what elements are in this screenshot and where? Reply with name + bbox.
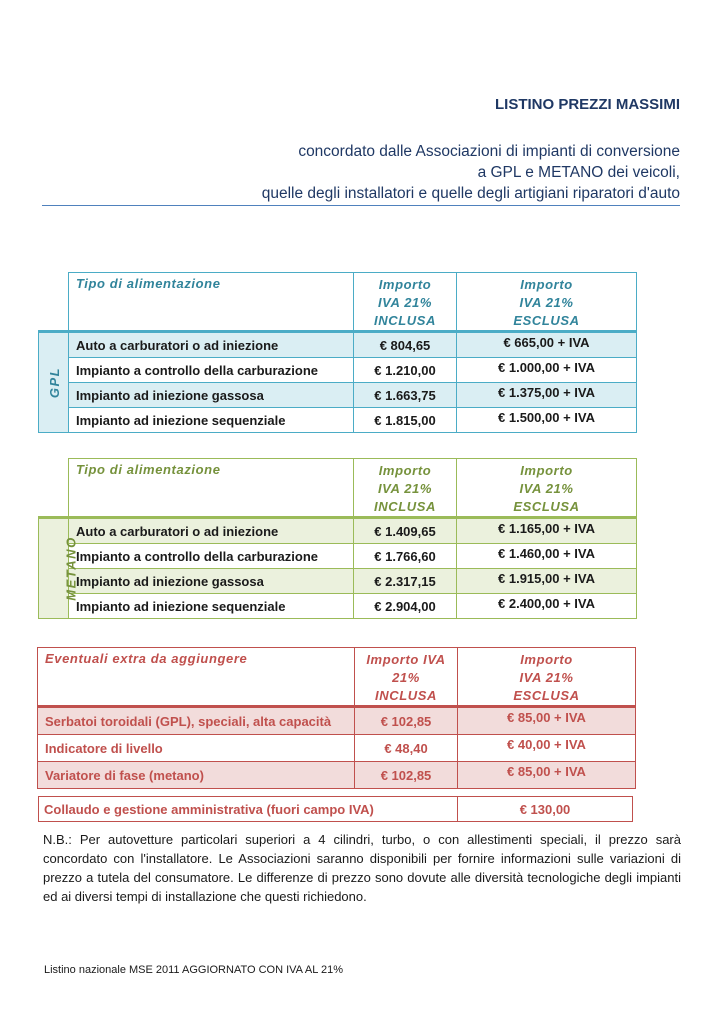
table-row bbox=[38, 707, 636, 735]
subtitle-line-2: a GPL e METANO dei veicoli, bbox=[477, 164, 680, 181]
metano-col-incl: Importo IVA 21% INCLUSA bbox=[354, 459, 457, 518]
extras-col-incl: Importo IVA 21% INCLUSA bbox=[355, 648, 458, 707]
row-price-escl: € 40,00 + IVA bbox=[458, 735, 636, 762]
extras-col-escl: Importo IVA 21% ESCLUSA bbox=[458, 648, 636, 707]
table-row bbox=[39, 332, 637, 358]
row-label: Impianto ad iniezione sequenziale bbox=[69, 408, 354, 433]
header-divider bbox=[42, 205, 680, 206]
row-label: Impianto ad iniezione gassosa bbox=[69, 383, 354, 408]
row-price-incl: € 1.409,65 bbox=[354, 518, 457, 544]
row-label: Variatore di fase (metano) bbox=[38, 762, 355, 789]
row-price-escl: € 1.500,00 + IVA bbox=[457, 408, 637, 433]
row-price-incl: € 102,85 bbox=[355, 762, 458, 789]
footer-text: Listino nazionale MSE 2011 AGGIORNATO CON IVA AL 21% bbox=[44, 964, 343, 976]
table-row bbox=[39, 569, 637, 594]
row-price-incl: € 2.904,00 bbox=[354, 594, 457, 619]
row-price-escl: € 1.460,00 + IVA bbox=[457, 544, 637, 569]
row-price-escl: € 665,00 + IVA bbox=[457, 332, 637, 358]
row-price-incl: € 1.663,75 bbox=[354, 383, 457, 408]
row-label: Impianto ad iniezione gassosa bbox=[69, 569, 354, 594]
table-row bbox=[38, 735, 636, 762]
gpl-price-table bbox=[38, 272, 637, 433]
row-price-escl: € 1.915,00 + IVA bbox=[457, 569, 637, 594]
row-price-escl: € 85,00 + IVA bbox=[458, 707, 636, 735]
row-price-escl: € 2.400,00 + IVA bbox=[457, 594, 637, 619]
row-label: Impianto ad iniezione sequenziale bbox=[69, 594, 354, 619]
row-label: Impianto a controllo della carburazione bbox=[69, 544, 354, 569]
extras-price-table bbox=[37, 647, 636, 789]
gpl-col-escl: Importo IVA 21% ESCLUSA bbox=[457, 273, 637, 332]
table-row bbox=[39, 358, 637, 383]
row-label: Auto a carburatori o ad iniezione bbox=[69, 332, 354, 358]
row-price-escl: € 1.165,00 + IVA bbox=[457, 518, 637, 544]
row-price-escl: € 1.000,00 + IVA bbox=[457, 358, 637, 383]
row-price-incl: € 1.210,00 bbox=[354, 358, 457, 383]
table-corner bbox=[39, 459, 69, 518]
gpl-col-incl: Importo IVA 21% INCLUSA bbox=[354, 273, 457, 332]
subtitle-line-3: quelle degli installatori e quelle degli artigiani riparatori d'auto bbox=[261, 185, 680, 202]
collaudo-table bbox=[38, 796, 633, 822]
page-title: LISTINO PREZZI MASSIMI bbox=[494, 96, 680, 113]
row-label: Impianto a controllo della carburazione bbox=[69, 358, 354, 383]
row-label: Indicatore di livello bbox=[38, 735, 355, 762]
note-paragraph: N.B.: Per autovetture particolari superiori a 4 cilindri, turbo, o con allestimenti speciali, il prezzo sarà concordato con l'installatore. Le Associazioni saranno disponibili per fornire informazioni sulle variazioni di prezzo a tutela del consumatore. Le differenze di prezzo sono dovute alle diversità tecnologiche degli impianti ed ai diversi tempi di installazione che questi richiedono. bbox=[43, 832, 681, 904]
gpl-side-label: GPL bbox=[39, 332, 69, 433]
extras-col-label: Eventuali extra da aggiungere bbox=[38, 648, 355, 707]
collaudo-label: Collaudo e gestione amministrativa (fuori campo IVA) bbox=[39, 797, 458, 822]
subtitle-line-1: concordato dalle Associazioni di impianti di conversione bbox=[298, 143, 680, 160]
row-price-incl: € 2.317,15 bbox=[354, 569, 457, 594]
row-price-incl: € 804,65 bbox=[354, 332, 457, 358]
metano-col-label: Tipo di alimentazione bbox=[69, 459, 354, 518]
metano-col-escl: Importo IVA 21% ESCLUSA bbox=[457, 459, 637, 518]
row-price-escl: € 1.375,00 + IVA bbox=[457, 383, 637, 408]
table-row bbox=[39, 408, 637, 433]
table-row bbox=[39, 383, 637, 408]
gpl-col-label: Tipo di alimentazione bbox=[69, 273, 354, 332]
row-price-incl: € 1.815,00 bbox=[354, 408, 457, 433]
table-row bbox=[39, 594, 637, 619]
row-label: Auto a carburatori o ad iniezione bbox=[69, 518, 354, 544]
table-row bbox=[39, 544, 637, 569]
table-corner bbox=[39, 273, 69, 332]
metano-side-label: METANO bbox=[39, 518, 69, 619]
row-label: Serbatoi toroidali (GPL), speciali, alta capacità bbox=[38, 707, 355, 735]
table-row bbox=[38, 762, 636, 789]
table-row bbox=[39, 518, 637, 544]
row-price-incl: € 48,40 bbox=[355, 735, 458, 762]
collaudo-value: € 130,00 bbox=[458, 797, 633, 822]
row-price-incl: € 102,85 bbox=[355, 707, 458, 735]
row-price-escl: € 85,00 + IVA bbox=[458, 762, 636, 789]
metano-price-table bbox=[38, 458, 637, 619]
row-price-incl: € 1.766,60 bbox=[354, 544, 457, 569]
